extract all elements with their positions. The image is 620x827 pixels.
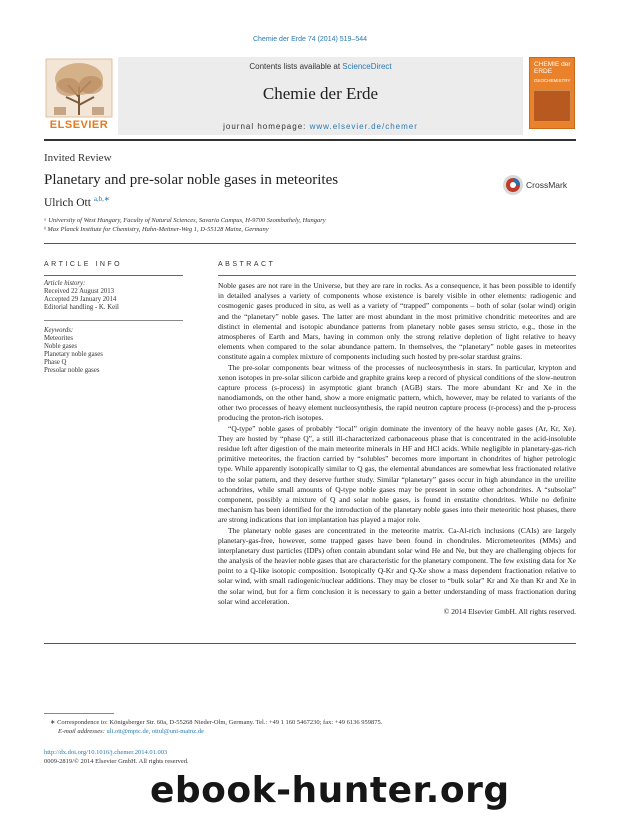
article-history: [44, 280, 184, 312]
keywords-label: Keywords:: [44, 327, 74, 334]
doi-link[interactable]: http://dx.doi.org/10.1016/j.chemer.2014.01.003: [44, 749, 168, 756]
keyword-item: Noble gases: [44, 343, 78, 350]
email-links[interactable]: uli.ott@mpic.de, ottul@uni-mainz.de: [106, 728, 204, 735]
keyword-item: Meteorites: [44, 335, 74, 342]
article-type: Invited Review: [44, 152, 112, 164]
abstract-body: [218, 281, 576, 617]
author-marks[interactable]: a,b,∗: [93, 195, 110, 203]
email-line: [44, 727, 576, 736]
article-info-rule: [44, 275, 183, 276]
email-label: E-mail addresses:: [58, 728, 107, 735]
keyword-item: Planetary noble gases: [44, 351, 103, 358]
article-info-heading: ARTICLE INFO: [44, 261, 123, 268]
abstract-paragraph: Noble gases are not rare in the Universe, but they are rare in rocks. As a consequence, it has been possible to identify in detailed analyses a variety of components whose existence is barely visible in other elements: radiogenic and cosmogenic gases produced in situ, as well as a variety of “trapped” components – both of solar (solar wind) origin and the “planetary” noble gases. The latter are most abundant in the most primitive chondritic meteorites and are distinct in elemental and isotopic abundance patterns from planetary noble gases sensu stricto, e.g., those in the atmospheres of Earth and Mars, having in common only the strong relative depletion of light relative to heavy elements when compared to the solar abundance pattern. In themselves, the “planetary” noble gases in meteorites constitute again a complex mixture of components including such hosted by pre-solar stardust grains.: [218, 281, 576, 362]
watermark-text: ebook-hunter.org: [150, 770, 510, 811]
issn-copyright: 0009-2819/© 2014 Elsevier GmbH. All rights reserved.: [44, 758, 189, 765]
header-divider: [44, 139, 576, 141]
author-line: [44, 195, 110, 209]
abstract-paragraph: The planetary noble gases are concentrated in the meteorite matrix. Ca-Al-rich inclusions (CAIs) are largely planetary-gas-free, however, some trapped gases have been found in chondrules. Micrometeorites (MMs) and interplanetary dust particles (IDPs) often contain abundant solar wind He and Ne, but they are challenging objects for the analysis of the heavier noble gases that are characteristic for the planetary component. The few existing data for Xe point to a Q-like isotopic composition. Isotopically Q-Kr and Q-Xe show a mass dependent fractionation relative to solar wind, with small radiogenic/nuclear additions. They may be closer to “bulk solar” Kr and Xe than Kr and Xe in the solar wind, but for a firm conclusion it is necessary to gain a better understanding of mass fractionation during solar wind acceleration.: [218, 525, 576, 606]
contents-prefix: Contents lists available at: [249, 62, 343, 71]
history-received: Received 22 August 2013: [44, 288, 115, 295]
cover-subtitle: GEOCHEMISTRY: [534, 78, 571, 83]
article-title: Planetary and pre-solar noble gases in meteorites: [44, 172, 339, 188]
affiliation-a: ᵃ University of West Hungary, Faculty of Natural Sciences, Savaria Campus, H-9700 Szombathely, Hungary: [44, 217, 326, 224]
affiliation-divider: [44, 243, 576, 244]
abstract-copyright: © 2014 Elsevier GmbH. All rights reserved.: [443, 607, 576, 616]
keywords-divider: [44, 320, 183, 321]
cover-title: CHEMIE der ERDE: [534, 61, 571, 75]
homepage-prefix: journal homepage:: [223, 122, 310, 131]
footnote-rule: [44, 713, 114, 714]
journal-name: Chemie der Erde: [262, 84, 379, 103]
contents-line: [118, 62, 523, 71]
abstract-paragraph: “Q-type” noble gases of probably “local” origin dominate the inventory of the heavy noble gases (Ar, Kr, Xe). They are hosted by “phase Q”, a still ill-characterized carbonaceous phase that is concentrated in the acid-insoluble residue left after digestion of the main meteorite minerals in HF and HCl acids. While negligible in planetary-gas-rich primitive meteorites, the fraction carried by “solubles” becomes more important in chondrites of higher petrologic type. While apparently isotopically similar to Q gas, the elemental abundances are somewhat less fractionated relative to the solar pattern, and they deserve further study. Similar “planetary” gases occur in high abundance in the ureilite achondrites, while small amounts of Q-type noble gases may be present in some other achondrites. A “subsolar” component, possibly a mixture of Q and solar noble gases, is found in enstatite chondrites. While no definite mechanism has been identified for the introduction of the planetary noble gases into their meteoritic host phases, there are strong indications that ion implantation has played a major role.: [218, 423, 576, 525]
abstract-heading: ABSTRACT: [218, 261, 276, 268]
affiliation-b: ᵇ Max Planck Institute for Chemistry, Hahn-Meitner-Weg 1, D-55128 Mainz, Germany: [44, 226, 269, 233]
cover-image: [533, 90, 571, 122]
history-editor: Editorial handling - K. Keil: [44, 304, 119, 311]
history-accepted: Accepted 29 January 2014: [44, 296, 117, 303]
abstract-rule: [218, 275, 576, 276]
journal-homepage: [118, 122, 523, 131]
keywords-block: [44, 327, 184, 375]
correspondence-footnote: [44, 718, 576, 736]
correspondence-text: ∗ Correspondence to: Königsberger Str. 60a, D-55268 Nieder-Olm, Germany. Tel.: +49 1 160 5467230; fax: +49 6136 959875.: [50, 719, 383, 726]
elsevier-wordmark: ELSEVIER: [49, 119, 109, 131]
keyword-item: Phase Q: [44, 359, 67, 366]
journal-reference[interactable]: Chemie der Erde 74 (2014) 519–544: [252, 36, 368, 43]
homepage-link[interactable]: www.elsevier.de/chemer: [309, 122, 418, 131]
keyword-item: Presolar noble gases: [44, 367, 100, 374]
sciencedirect-link[interactable]: ScienceDirect: [342, 62, 392, 71]
crossmark-label[interactable]: CrossMark: [526, 180, 568, 190]
abstract-paragraph: The pre-solar components bear witness of the processes of nucleosynthesis in stars. In particular, krypton and xenon isotopes in pre-solar silicon carbide and graphite grains keep a record of physical conditions of the slow-neutron capture process (s-process) in asymptotic giant branch (AGB) stars. The more abundant Kr and Xe in the nanodiamonds, on the other hand, show a more enigmatic pattern, which, however, may be related to variants of the other two processes of heavy element nucleosynthesis, the rapid neutron capture process (r-process) and the p-process producing the proton-rich isotopes.: [218, 362, 576, 423]
author-name[interactable]: Ulrich Ott: [44, 196, 91, 209]
history-label: Article history:: [44, 280, 86, 287]
abstract-bottom-rule: [44, 643, 576, 644]
